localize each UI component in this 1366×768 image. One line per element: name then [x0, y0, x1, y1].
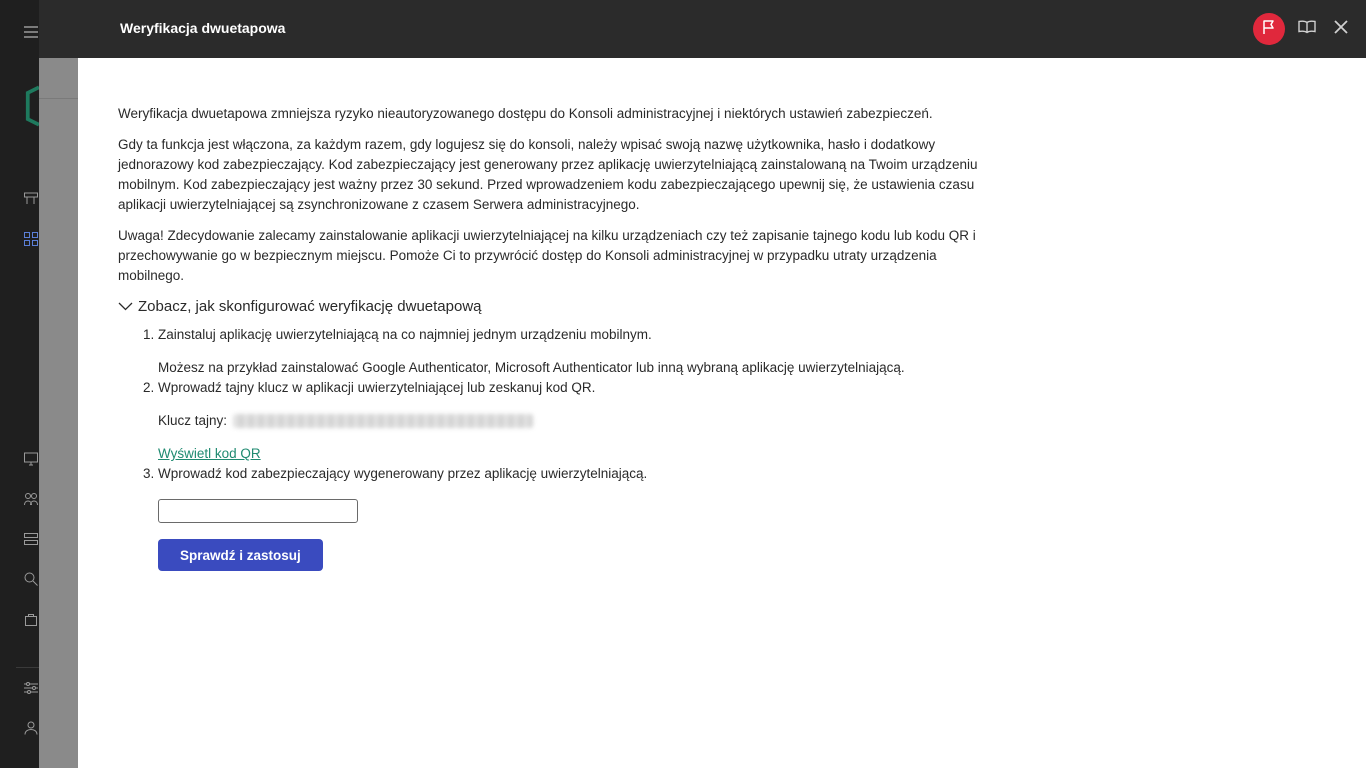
setup-steps — [118, 325, 988, 571]
book-icon — [1298, 20, 1316, 39]
secret-key-label: Klucz tajny: — [158, 413, 228, 428]
step-1-hint: Możesz na przykład zainstalować Google Authenticator, Microsoft Authenticator lub inną wybraną aplikację uwierzytelniającą. — [158, 360, 905, 375]
drawer-body — [78, 58, 1366, 768]
users-icon[interactable] — [0, 489, 39, 509]
step-1 — [158, 325, 988, 378]
step-2 — [158, 378, 988, 464]
store-icon[interactable] — [0, 609, 39, 629]
verify-apply-button[interactable]: Sprawdź i zastosuj — [158, 539, 323, 571]
grid-icon[interactable] — [0, 229, 39, 249]
step-3 — [158, 464, 988, 571]
dashboard-icon[interactable] — [0, 188, 39, 208]
logo-icon — [0, 84, 39, 128]
drawer-header — [39, 0, 1366, 58]
show-qr-link[interactable]: Wyświetl kod QR — [158, 446, 261, 461]
flag-button[interactable] — [1253, 13, 1285, 45]
sidebar-divider — [16, 667, 39, 668]
devices-icon[interactable] — [0, 529, 39, 549]
description-paragraph: Gdy ta funkcja jest włączona, za każdym razem, gdy logujesz się do konsoli, należy wpisać swoją nazwę użytkownika, hasło i dodatkowy jednorazowy kod zabezpieczający. Kod zabezpieczający jest generowany przez aplikację uwierzytelniającą zainstalowaną na Twoim urządzeniu mobilnym. Kod zabezpieczający jest ważny przez 30 sekund. Przed wprowadzeniem kodu zabezpieczającego upewnij się, że ustawienia czasu aplikacji uwierzytelniającej są zsynchronizowane z czasem Serwera administracyjnego. — [118, 137, 978, 212]
close-icon — [1334, 20, 1348, 39]
setup-expander[interactable] — [118, 297, 988, 317]
secret-key-row — [158, 411, 988, 431]
expander-label: Zobacz, jak skonfigurować weryfikację dwuetapową — [138, 298, 482, 315]
menu-icon[interactable] — [0, 22, 39, 42]
close-button[interactable] — [1325, 13, 1357, 45]
step-1-text: 1. Zainstaluj aplikację uwierzytelniającą na co najmniej jednym urządzeniu mobilnym. — [158, 327, 652, 342]
dimmed-background — [39, 58, 78, 768]
step-2-text: 2. Wprowadź tajny klucz w aplikacji uwierzytelniającej lub zeskanuj kod QR. — [158, 380, 596, 395]
chevron-down-icon — [118, 297, 138, 317]
warning-paragraph: Uwaga! Zdecydowanie zalecamy zainstalowanie aplikacji uwierzytelniającej na kilku urządzeniach czy też zapisanie tajnego kodu lub kodu QR i przechowywanie go w bezpiecznym miejscu. Pomoże Ci to przywrócić dostęp do Konsoli administracyjnej w przypadku utraty urządzenia mobilnego. — [118, 228, 976, 283]
secret-key-value — [233, 414, 533, 428]
flag-icon — [1261, 19, 1277, 40]
app-sidebar — [0, 0, 39, 768]
search-icon[interactable] — [0, 569, 39, 589]
help-book-button[interactable] — [1291, 13, 1323, 45]
drawer-title: Weryfikacja dwuetapowa — [120, 20, 286, 36]
user-icon[interactable] — [0, 718, 39, 738]
security-code-input[interactable] — [158, 499, 358, 523]
intro-text: Weryfikacja dwuetapowa zmniejsza ryzyko nieautoryzowanego dostępu do Konsoli administracyjnej i niektórych ustawień zabezpieczeń. — [118, 106, 933, 121]
monitor-icon[interactable] — [0, 449, 39, 469]
settings-icon[interactable] — [0, 678, 39, 698]
background-divider — [39, 98, 78, 99]
two-step-content — [118, 104, 988, 571]
step-3-text: Wprowadź kod zabezpieczający wygenerowany przez aplikację uwierzytelniającą. — [158, 466, 648, 481]
